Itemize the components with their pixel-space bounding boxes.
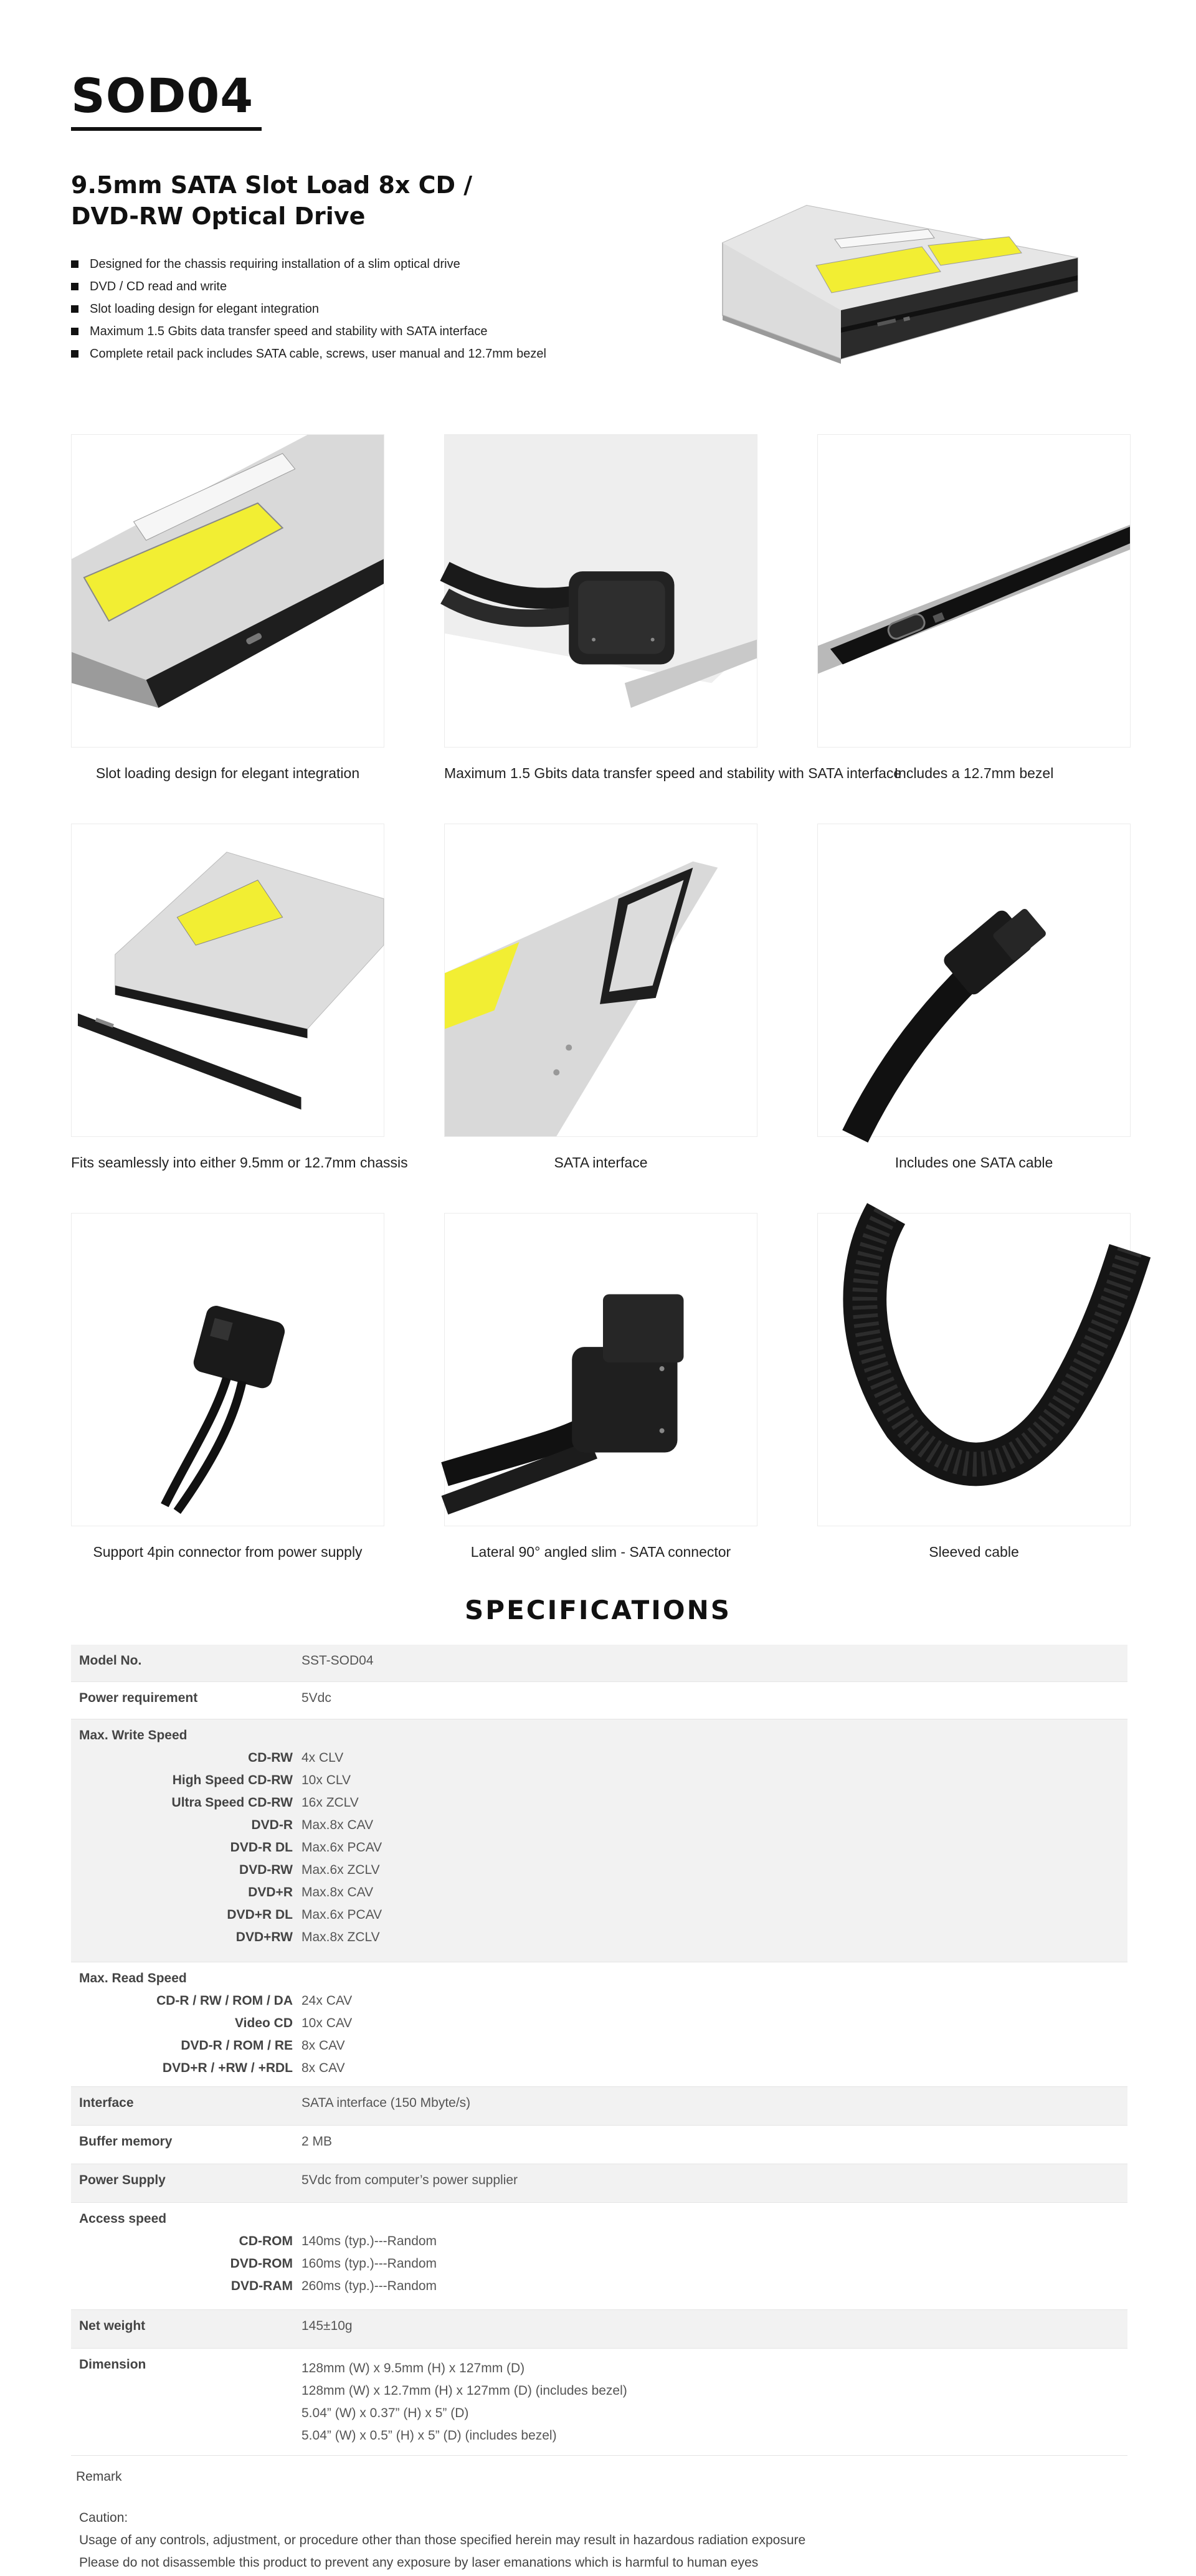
gallery-caption: Lateral 90° angled slim - SATA connector [470,1544,731,1560]
spec-label: Max. Read Speed [79,1971,187,1985]
spec-sub-row [71,2058,1127,2081]
spec-sub-value: 260ms (typ.)---Random [301,2279,437,2293]
spec-sub-value: 160ms (typ.)---Random [301,2256,437,2271]
spec-sub-row [71,1991,1127,2013]
spec-value: 145±10g [301,2319,353,2333]
spec-row-model [71,1645,1127,1682]
spec-sub-name: DVD+R DL [227,1908,293,1922]
dimension-line: 5.04” (W) x 0.5” (H) x 5” (D) (includes bezel) [301,2428,557,2443]
spec-sub-name: DVD-RAM [230,2279,293,2293]
spec-sub-row [71,2013,1127,2036]
spec-sub-name: CD-RW [248,1751,293,1765]
sleeved-cable-image [818,1214,1130,1526]
gallery-caption: Slot loading design for elegant integration [95,765,360,781]
title-underline [71,127,262,131]
spec-sub-value: Max.8x CAV [301,1885,374,1899]
gallery-caption: Includes a 12.7mm bezel [894,765,1054,781]
feature-item: Complete retail pack includes SATA cable, screws, user manual and 12.7mm bezel [71,343,546,365]
gallery-card-data-transfer [444,434,757,748]
spec-label: Buffer memory [79,2134,173,2149]
spec-sub-value: 8x CAV [301,2061,345,2075]
spec-sub-row [71,1748,1127,1770]
spec-table [71,1645,1127,2456]
bezel-closeup-image [818,435,1130,747]
read-speed-list [71,1991,1127,2081]
spec-sub-value: 8x CAV [301,2038,345,2053]
spec-label: Power Supply [79,2173,166,2187]
gallery-caption: Sleeved cable [929,1544,1019,1560]
spec-sub-row [71,1815,1127,1838]
gallery-card-sata-interface [444,824,757,1137]
spec-label: Power requirement [79,1691,198,1705]
gallery-caption: SATA interface [554,1154,648,1171]
spec-label: Net weight [79,2319,146,2333]
spec-sub-row [71,2276,1127,2299]
feature-list [71,253,546,365]
spec-sub-name: DVD-R DL [230,1840,293,1855]
gallery-card-chassis-fit [71,824,384,1137]
spec-sub-value: 16x ZCLV [301,1795,359,1810]
spec-sub-name: CD-R / RW / ROM / DA [156,1994,293,2008]
spec-value: SATA interface (150 Mbyte/s) [301,2096,471,2110]
spec-sub-value: Max.6x PCAV [301,1840,382,1855]
gallery-card-sata-cable [817,824,1131,1137]
write-speed-list [71,1748,1127,1950]
caution-text [79,2507,805,2574]
feature-item: Designed for the chassis requiring installation of a slim optical drive [71,253,546,275]
spec-row-dimension [71,2349,1127,2456]
gallery-card-sleeved-cable [817,1213,1131,1526]
spec-row-access-speed [71,2203,1127,2310]
spec-sub-value: Max.6x PCAV [301,1908,382,1922]
spec-sub-row [71,2231,1127,2254]
drive-with-bezel-image [72,824,384,1136]
gallery-caption: Maximum 1.5 Gbits data transfer speed and stability with SATA interface [444,765,902,781]
product-title: SOD04 [71,68,254,123]
spec-label: Model No. [79,1653,142,1668]
spec-label: Dimension [79,2357,146,2372]
spec-sub-value: 4x CLV [301,1751,344,1765]
spec-row-write-speed [71,1719,1127,1962]
spec-sub-value: Max.6x ZCLV [301,1863,380,1877]
spec-sub-row [71,1793,1127,1815]
spec-sub-value: Max.8x CAV [301,1818,374,1832]
spec-label: Interface [79,2096,134,2110]
spec-sub-row [71,1860,1127,1883]
spec-sub-value: Max.8x ZCLV [301,1930,380,1944]
gallery-card-bezel [817,434,1131,748]
spec-sub-row [71,2254,1127,2276]
spec-sub-name: CD-ROM [239,2234,293,2248]
spec-sub-name: DVD+R [248,1885,293,1899]
dimension-line: 128mm (W) x 12.7mm (H) x 127mm (D) (includes bezel) [301,2384,627,2398]
4pin-connector-image [72,1214,384,1526]
spec-sub-name: DVD-ROM [230,2256,293,2271]
subtitle-line-1: 9.5mm SATA Slot Load 8x CD / [71,171,473,199]
spec-row-net-weight [71,2310,1127,2349]
spec-value: 5Vdc from computer’s power supplier [301,2173,518,2187]
spec-sub-value: 10x CLV [301,1773,351,1787]
gallery-caption: Fits seamlessly into either 9.5mm or 12.7mm chassis [71,1154,408,1171]
spec-sub-name: High Speed CD-RW [172,1773,293,1787]
spec-sub-value: 140ms (typ.)---Random [301,2234,437,2248]
spec-value: 5Vdc [301,1691,331,1705]
angled-connector-image [445,1214,757,1526]
spec-label: Max. Write Speed [79,1728,187,1742]
gallery-card-angled-connector [444,1213,757,1526]
spec-sub-row [71,1905,1127,1927]
caution-line: Caution: [79,2511,128,2525]
subtitle-line-2: DVD-RW Optical Drive [71,202,366,230]
access-speed-list [71,2231,1127,2299]
spec-label: Access speed [79,2212,167,2226]
gallery-caption: Includes one SATA cable [895,1154,1053,1171]
spec-sub-name: DVD-RW [239,1863,293,1877]
spec-sub-name: Ultra Speed CD-RW [171,1795,293,1810]
spec-sub-name: DVD+R / +RW / +RDL [162,2061,293,2075]
spec-sub-name: DVD-R / ROM / RE [181,2038,293,2053]
spec-value: 2 MB [301,2134,333,2149]
hero-drive-image [716,198,1084,368]
feature-item: Maximum 1.5 Gbits data transfer speed and stability with SATA interface [71,320,546,343]
feature-item: DVD / CD read and write [71,275,546,298]
spec-sub-row [71,2036,1127,2058]
spec-value: SST-SOD04 [301,1653,374,1668]
spec-row-read-speed [71,1962,1127,2087]
spec-sub-name: DVD+RW [235,1930,293,1944]
spec-row-power-supply [71,2164,1127,2203]
caution-line: Please do not disassemble this product to prevent any exposure by laser emanations which is harmful to human eyes [79,2555,759,2570]
spec-sub-row [71,1927,1127,1950]
spec-row-interface [71,2087,1127,2126]
gallery-card-slot-loading [71,434,384,748]
spec-sub-name: Video CD [235,2016,293,2030]
spec-row-power-requirement [71,1682,1127,1719]
caution-line: Usage of any controls, adjustment, or procedure other than those specified herein may result in hazardous radiation exposure [79,2533,806,2547]
remark-title: Remark [76,2469,122,2484]
spec-sub-row [71,1883,1127,1905]
product-subtitle [71,169,632,232]
sata-cable-image [818,824,1130,1136]
spec-sub-value: 10x CAV [301,2016,353,2030]
specifications-heading: SPECIFICATIONS [465,1595,731,1625]
dimension-line: 128mm (W) x 9.5mm (H) x 127mm (D) [301,2361,525,2375]
feature-item: Slot loading design for elegant integration [71,298,546,320]
spec-sub-name: DVD-R [251,1818,293,1832]
spec-sub-row [71,1770,1127,1793]
spec-sub-value: 24x CAV [301,1994,353,2008]
spec-row-buffer [71,2126,1127,2164]
gallery-caption: Support 4pin connector from power supply [93,1544,363,1560]
drive-connector-image [445,435,757,747]
drive-angled-image [72,435,384,747]
dimension-line: 5.04” (W) x 0.37” (H) x 5” (D) [301,2406,469,2420]
spec-sub-row [71,1838,1127,1860]
dimension-values [301,2357,627,2447]
sata-port-image [445,824,757,1136]
gallery-card-4pin [71,1213,384,1526]
